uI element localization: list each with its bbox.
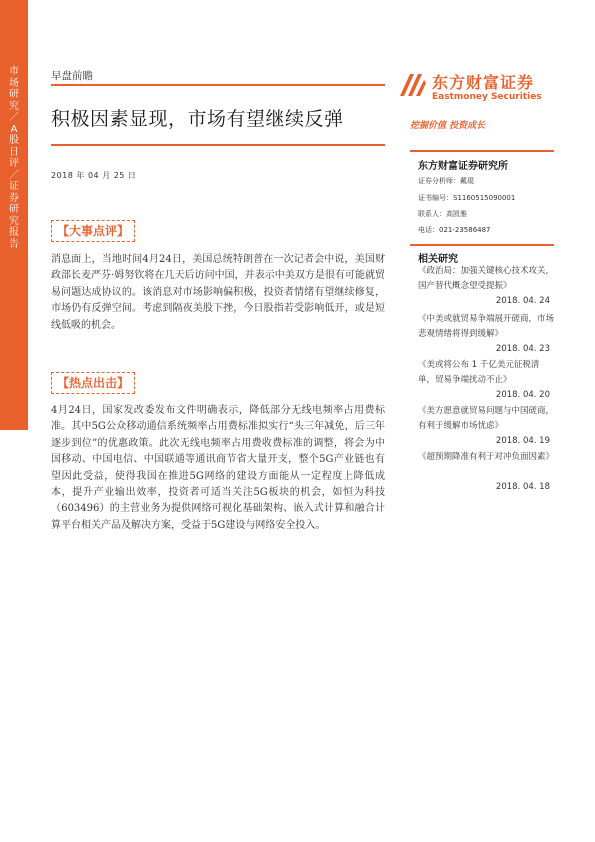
related-item-date: 2018. 04. 24	[495, 296, 550, 306]
title-rule	[51, 144, 385, 146]
institute-name: 东方财富证券研究所	[418, 161, 508, 172]
related-item-title[interactable]: 《美或将公布 1 千亿美元征税清单，贸易争端扰动不止》	[418, 360, 540, 385]
brand-name-cn: 东方财富证券	[432, 73, 535, 92]
contact-line: 联系人：高凯雅	[418, 210, 467, 218]
brand-logo-icon	[398, 70, 428, 100]
brand-name-en: Eastmoney Securities	[432, 92, 542, 102]
section-body-hotspot: 4月24日，国家发改委发布文件明确表示，降低部分无线电频率占用费标准。其中5G公众移动通信系统频率占用费标准拟实行“头三年减免，后三年逐步到位”的优惠政策。此次无线电频率占用费收费标准的调整，将会为中国移动、中国电信、中国联通等通讯商节省大量开支，整个5G产业链也有望因此受益，使得我国在推进5G网络的建设方面能从一定程度上降低成本，提升产业输出效率，投资者可适当关注5G板块的机会，如恒为科技（603496）的主营业务为提供网络可视化基础架构、嵌入式计算和融合计算平台相关产品及解决方案，受益于5G建设与网络安全投入。	[51, 405, 385, 531]
related-item-date: 2018. 04. 19	[495, 436, 550, 446]
report-date: 2018 年 04 月 25 日	[51, 171, 137, 180]
related-item-title[interactable]: 《中美或就贸易争端展开磋商，市场悲观情绪将得到缓解》	[418, 314, 555, 339]
brand-logo	[398, 68, 548, 110]
section-heading-hotspot: 【热点出击】	[51, 372, 135, 394]
report-type: 早盘前瞻	[51, 70, 93, 82]
cert-line: 证书编号：S1160515090001	[418, 194, 516, 202]
related-item-date: 2018. 04. 18	[495, 482, 550, 492]
related-heading: 相关研究	[418, 254, 458, 265]
phone-line: 电话：021-23586487	[418, 226, 491, 234]
institute-rule	[410, 150, 554, 152]
sidebar-label: 市场研究／A股日评／证券研究报告	[9, 66, 19, 250]
related-item-title[interactable]: 《超预期降准有利于对冲负面因素》	[418, 452, 555, 462]
related-item-date: 2018. 04. 20	[495, 390, 550, 400]
sidebar-band	[0, 0, 28, 430]
related-item-title[interactable]: 《政治局：加强关键核心技术攻关，国产替代概念望受提振》	[418, 266, 555, 291]
header-rule	[51, 84, 385, 86]
related-rule	[410, 244, 554, 246]
section-heading-news: 【大事点评】	[51, 220, 135, 242]
related-item-date: 2018. 04. 23	[495, 344, 550, 354]
related-item-title[interactable]: 《美方愿意就贸易问题与中国磋商，有利于缓解市场忧虑》	[418, 406, 555, 431]
section-body-news: 消息面上，当地时间4月24日，美国总统特朗普在一次记者会中说，美国财政部长麦严芬·姆努钦将在几天后访问中国，并表示中美双方是很有可能就贸易问题达成协议的。该消息对市场影响偏积极，投资者情绪有望继续修复，市场仍有反弹空间。考虑到隔夜美股下挫，今日股指若受影响低开，或是短线低吸的机会。	[51, 254, 385, 331]
brand-slogan: 挖掘价值 投资成长	[410, 121, 486, 131]
page-title: 积极因素显现，市场有望继续反弹	[51, 108, 344, 130]
analyst-line: 证券分析师：戴琨	[418, 177, 474, 185]
